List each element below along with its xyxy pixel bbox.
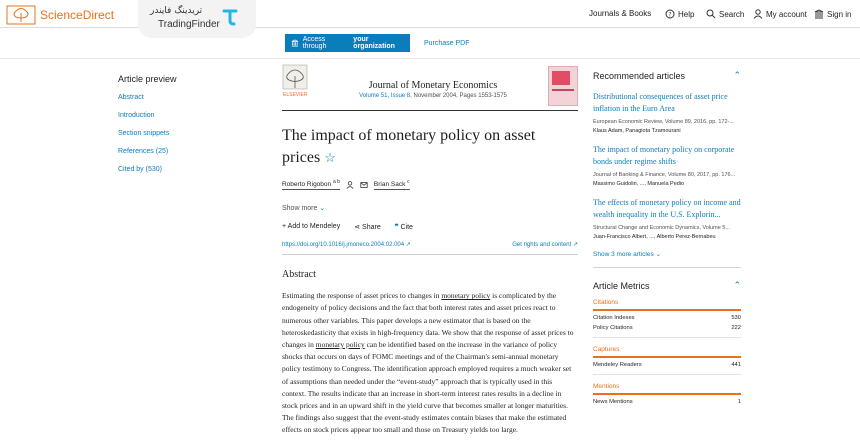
article-metrics	[593, 280, 741, 405]
tool-label: Add to Mendeley	[287, 223, 341, 231]
elsevier-logo[interactable]	[282, 64, 308, 98]
author-affiliation: c	[407, 179, 410, 185]
recommended-article	[593, 197, 741, 240]
tradingfinder-logo-icon	[220, 7, 240, 27]
watermark-badge	[138, 0, 256, 38]
divider	[282, 254, 578, 255]
abstract-segment: is complicated by the endogeneity of policy decisions and the fact that both interest rates and asset prices react to numerous other variables. This paper develops a new estimator that is based on the heteroskedasticity that exists in high-frequency data. We show that the response of asset prices to changes in	[282, 291, 574, 349]
recommended-authors: Massimo Guidolin, ..., Manuela Pedio	[593, 181, 685, 187]
divider	[593, 267, 741, 268]
rights-text: Get rights and content	[512, 242, 572, 249]
metric-category: Captures	[593, 346, 620, 353]
divider	[593, 337, 741, 338]
external-link-icon: ↗	[405, 242, 411, 249]
recommended-article	[593, 91, 741, 134]
favorite-star-icon[interactable]: ☆	[324, 150, 336, 165]
nav-my-account[interactable]	[753, 9, 807, 19]
publisher-label: ELSEVIER	[283, 92, 308, 98]
toc-item-section-snippets[interactable]: Section snippets	[118, 130, 170, 137]
article-title	[282, 125, 578, 169]
recommended-source: European Economic Review, Volume 89, 2016, pp. 172-...	[593, 119, 734, 125]
nav-label: My account	[766, 9, 807, 19]
top-navigation-bar	[0, 0, 860, 28]
nav-label: Help	[678, 9, 695, 19]
topic-link[interactable]: monetary policy	[441, 291, 491, 301]
metric-label: Citation Indexes	[593, 315, 635, 321]
cover-stripe	[552, 71, 570, 85]
toc-item-cited-by[interactable]: Cited by (530)	[118, 166, 162, 173]
toc-item-introduction[interactable]: Introduction	[118, 112, 155, 119]
recommended-title-link[interactable]: Distributional consequences of asset price inflation in the Euro Area	[593, 92, 728, 113]
toc-item-abstract[interactable]: Abstract	[118, 94, 144, 101]
tool-label: Cite	[400, 224, 413, 232]
access-bold: your organization	[353, 36, 395, 50]
chevron-down-icon: ⌄	[319, 205, 326, 213]
show-more-label: Show more	[282, 205, 318, 213]
user-icon	[753, 9, 763, 19]
metrics-heading: Article Metrics	[593, 280, 650, 291]
journal-header	[282, 64, 578, 110]
journal-cover-thumbnail[interactable]	[548, 66, 578, 106]
watermark-text-fa: تریدینگ فایندر	[150, 6, 203, 16]
abstract-segment: Estimating the response of asset prices to changes in	[282, 291, 442, 301]
article-title-text: The impact of monetary policy on asset prices	[282, 127, 536, 166]
author-name-text: Roberto Rigobon	[282, 181, 332, 189]
divider	[0, 58, 860, 59]
toc-heading: Article preview	[118, 74, 177, 84]
recommended-source: Journal of Banking & Finance, Volume 80, 2017, pp. 176...	[593, 172, 736, 178]
user-icon	[346, 181, 354, 189]
share-icon: ⋖	[354, 224, 361, 232]
author-list	[282, 179, 578, 190]
chevron-down-icon: ⌄	[655, 251, 661, 258]
recommended-title-link[interactable]: The impact of monetary policy on corporate bonds under regime shifts	[593, 145, 735, 166]
show-more-label: Show 3 more articles	[593, 251, 654, 258]
search-icon	[706, 9, 716, 19]
help-circle-icon	[665, 9, 675, 19]
metric-row	[593, 399, 741, 405]
sciencedirect-logo[interactable]	[6, 5, 114, 25]
metric-category: Mentions	[593, 383, 620, 390]
access-action-bar	[285, 34, 470, 52]
metric-category: Citations	[593, 299, 619, 306]
nav-search[interactable]	[706, 9, 744, 19]
abstract-heading: Abstract	[282, 269, 316, 281]
purchase-pdf-link[interactable]: Purchase PDF	[424, 39, 470, 47]
institution-icon	[814, 9, 824, 19]
issue-link[interactable]: Volume 51, Issue 8	[359, 93, 411, 99]
author-name-text: Brian Sack	[373, 181, 406, 189]
metric-category-bar	[593, 309, 741, 311]
share-button[interactable]	[354, 223, 381, 231]
metrics-header[interactable]	[593, 280, 741, 291]
chevron-up-icon: ⌃	[733, 280, 741, 290]
institution-icon	[291, 39, 299, 47]
recommended-heading: Recommended articles	[593, 70, 686, 81]
metric-category-bar	[593, 393, 741, 395]
recommended-article	[593, 144, 741, 187]
metric-label: News Mentions	[593, 399, 633, 405]
watermark-text-en: TradingFinder	[158, 19, 220, 30]
email-icon[interactable]	[360, 181, 368, 189]
divider	[282, 110, 578, 111]
recommended-title-link[interactable]: The effects of monetary policy on income and wealth inequality in the U.S. Explorin...	[593, 198, 741, 219]
journal-info	[358, 80, 508, 99]
show-more-button[interactable]	[282, 204, 578, 212]
recommended-header[interactable]	[593, 70, 741, 81]
recommended-source: Structural Change and Economic Dynamics, Volume 5...	[593, 225, 730, 231]
journal-issue	[358, 93, 508, 99]
toc-item-references[interactable]: References (25)	[118, 148, 169, 155]
show-more-articles-button[interactable]	[593, 250, 741, 258]
abstract-segment: can be identified based on the increase in the variance of policy shocks that occurs on days of FOMC meetings and of the Chairman's semi-annual monetary policy testimony to Congress. The identification approach employed requires a much weaker set of assumptions than needed under the “event-study” approach that is typically used in this context. The results indicate that an increase in short-term interest rates results in a decline in stock prices and in an upward shift in the yield curve that becomes smaller at longer maturities. The findings also suggest that the event-study estimates contain biases that make the estimated effects on stock prices appear too small and those on Treasury yields too large.	[282, 339, 572, 435]
metric-label: Policy Citations	[593, 325, 633, 331]
tool-label: Share	[362, 224, 381, 232]
metric-row	[593, 325, 741, 331]
metric-label: Mendeley Readers	[593, 362, 642, 368]
plus-icon: +	[282, 223, 287, 231]
doi-text: https://doi.org/10.1016/j.jmoneco.2004.02.004	[282, 242, 405, 249]
divider	[593, 374, 741, 375]
svg-text:?: ?	[668, 11, 672, 19]
author-name[interactable]	[282, 179, 340, 190]
add-to-mendeley-button[interactable]	[282, 223, 340, 231]
article-main	[282, 64, 578, 437]
metric-value: 441	[731, 362, 741, 368]
elsevier-tree-icon	[6, 5, 36, 25]
metric-value: 1	[737, 399, 741, 405]
issue-details: , November 2004, Pages 1553-1575	[410, 93, 507, 99]
nav-sign-in[interactable]	[814, 9, 851, 19]
nav-journals-books[interactable]	[589, 9, 651, 18]
metric-value: 222	[731, 325, 741, 331]
right-sidebar	[593, 70, 741, 405]
topic-link[interactable]: monetary policy	[315, 339, 365, 349]
quote-icon: ❞	[394, 224, 399, 232]
nav-help[interactable]	[665, 9, 694, 19]
article-preview-toc	[118, 74, 177, 184]
recommended-authors: Juan-Francisco Albert, ..., Alberto Perez-Bernabeu	[593, 234, 716, 240]
author-affiliation: a b	[332, 179, 340, 185]
nav-label: Search	[719, 9, 745, 19]
brand-name: ScienceDirect	[40, 8, 115, 22]
chevron-up-icon: ⌃	[733, 70, 741, 80]
journal-title[interactable]: Journal of Monetary Economics	[368, 80, 498, 91]
metric-category-bar	[593, 356, 741, 358]
external-link-icon: ↗	[572, 242, 578, 249]
article-toolbar	[282, 223, 578, 231]
nav-label: Sign in	[827, 9, 852, 19]
metric-row	[593, 362, 741, 368]
cover-line	[552, 89, 574, 91]
nav-label: Journals & Books	[589, 9, 652, 18]
metric-value: 530	[731, 315, 741, 321]
access-through-organization-button[interactable]	[285, 34, 410, 52]
metric-row	[593, 315, 741, 321]
cite-button[interactable]	[395, 223, 413, 231]
rights-link[interactable]	[512, 241, 578, 248]
access-prefix: Access through	[302, 36, 327, 50]
doi-link[interactable]	[282, 241, 411, 248]
author-name[interactable]	[374, 179, 410, 190]
abstract-text	[282, 290, 576, 436]
recommended-authors: Klaus Adam, Panagiota Tzamourani	[593, 128, 681, 134]
doi-row	[282, 241, 578, 248]
